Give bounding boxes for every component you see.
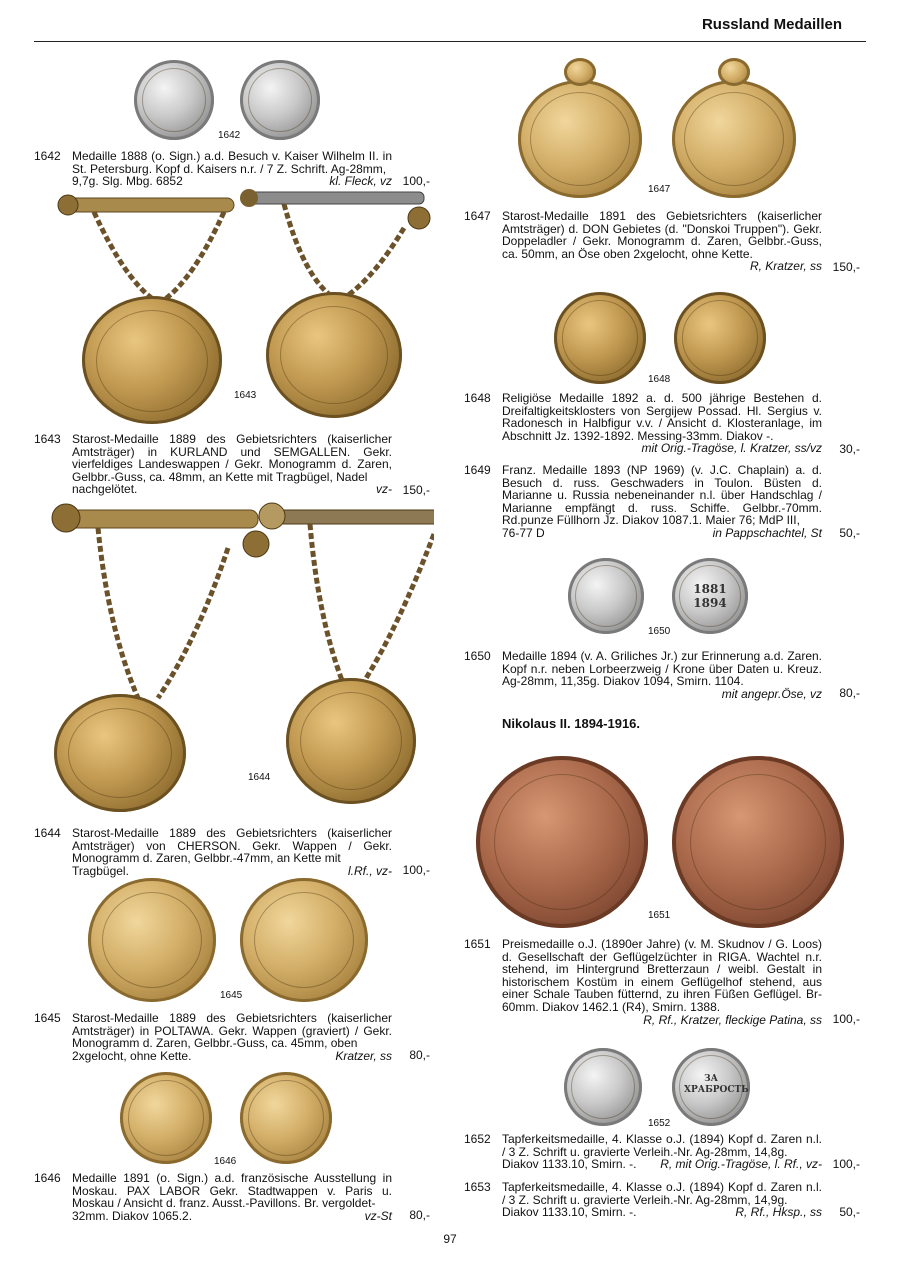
- figure-label-1646: 1646: [214, 1156, 237, 1167]
- figure-1648: [554, 280, 784, 386]
- lot-number: 1643: [34, 432, 61, 446]
- lot-grade: vz-St: [364, 1208, 392, 1223]
- lot-description-end: 76-77 D: [502, 525, 545, 540]
- figure-1644: [48, 498, 434, 818]
- coin-inscription-1650: 1881 1894: [693, 582, 727, 610]
- lot-price: 100,-: [832, 1157, 860, 1172]
- lot-price: 150,-: [402, 483, 430, 498]
- lot-description-end: 9,7g. Slg. Mbg. 6852: [72, 174, 183, 189]
- section-title: Nikolaus II. 1894-1916.: [502, 716, 641, 731]
- lot-number: 1648: [464, 391, 491, 405]
- lot-1644: [34, 827, 430, 877]
- lot-price: 80,-: [409, 1208, 430, 1223]
- figure-label-1651: 1651: [648, 910, 671, 921]
- lot-description: Tapferkeitsmedaille, 4. Klasse o.J. (1894) Kopf d. Zaren n.l. / 3 Z. Schrift u. gravierte Verleih.-Nr. Ag-28mm, 14,8g.: [502, 1132, 822, 1159]
- medal-reverse-1646: [240, 1072, 332, 1164]
- header-rule: [34, 41, 866, 42]
- page-number: 97: [443, 1232, 457, 1246]
- medal-obverse-1647: [518, 80, 642, 198]
- page-header-title: Russland Medaillen: [701, 16, 842, 33]
- lot-description: Starost-Medaille 1889 des Gebietsrichters (kaiserlicher Amtsträger) in KURLAND und SEMGALLEN. Gekr. vierfeldiges Landeswappen / Gekr. Monogramm d. Zaren, Gelbbr.-Guss, ca. 48mm, an Kette mit Tragbügel, Nadel: [72, 432, 392, 484]
- lot-grade: mit angepr.Öse, vz: [721, 686, 822, 701]
- lot-description: Medaille 1894 (v. A. Griliches Jr.) zur Erinnerung a.d. Zaren. Kopf n.r. neben Lorbeerzweig / Krone über Daten u. Kreuz. Ag-28mm, 11,35g. Diakov 1094, Smirn. 1104.: [502, 649, 822, 689]
- lot-1648: [464, 392, 860, 456]
- coin-inscription-1652: ЗА ХРАБРОСТЬ: [684, 1074, 749, 1095]
- lot-price: 80,-: [839, 686, 860, 701]
- lot-description: Starost-Medaille 1889 des Gebietsrichters (kaiserlicher Amtsträger) in POLTAWA. Gekr. Wappen (graviert) / Gekr. Monogramm d. Zaren, Gelbbr.-Guss, ca. 45mm, oben: [72, 1011, 392, 1051]
- medal-reverse-1648: [674, 292, 766, 384]
- figure-label-1650: 1650: [648, 626, 671, 637]
- medal-obverse-1650: [568, 558, 644, 634]
- figure-1650: [568, 546, 768, 640]
- lot-price: 80,-: [409, 1048, 430, 1063]
- lot-description-end: nachgelötet.: [72, 482, 138, 497]
- medal-reverse-1652: [672, 1048, 750, 1126]
- medal-loop-obverse: [564, 58, 596, 86]
- lot-description: Franz. Medaille 1893 (NP 1969) (v. J.C. Chaplain) a. d. Besuch d. russ. Geschwaders in Toulon. Büsten d. Marianne u. Russia nebeneinander n.l. über Handschlag / Marianne empfängt d. russ. Schiffe. Gelbbr.-70mm. Rd.punze Füllhorn Jz. Diakov 1087.1. Maier 76; MdP III,: [502, 463, 822, 528]
- lot-number: 1649: [464, 463, 491, 477]
- lot-description: Tapferkeitsmedaille, 4. Klasse o.J. (1894) Kopf d. Zaren n.l. / 3 Z. Schrift u. gravierte Verleih.-Nr. Ag-28mm, 14,9g.: [502, 1180, 822, 1207]
- lot-price: 50,-: [839, 1205, 860, 1220]
- lot-description-end: 32mm. Diakov 1065.2.: [72, 1208, 193, 1223]
- lot-1652: [464, 1133, 860, 1171]
- figure-1651: [476, 756, 860, 934]
- lot-1646: [34, 1172, 430, 1222]
- lot-1642: [34, 150, 430, 188]
- lot-1643: [34, 433, 430, 497]
- lot-number: 1651: [464, 937, 491, 951]
- figure-1643: [54, 188, 434, 428]
- figure-label-1643: 1643: [234, 390, 257, 401]
- medal-reverse-1644: [286, 678, 416, 804]
- lot-grade: in Pappschachtel, St: [712, 525, 822, 540]
- lot-description: Starost-Medaille 1889 des Gebietsrichters (kaiserlicher Amtsträger) von CHERSON. Gekr. Wappen / Gekr. Monogramm d. Zaren, Gelbbr.-47mm, an Kette mit: [72, 826, 392, 866]
- medal-obverse-1644: [54, 694, 186, 812]
- medal-reverse-1645: [240, 878, 368, 1002]
- figure-label-1648: 1648: [648, 374, 671, 385]
- lot-grade: kl. Fleck, vz: [329, 174, 392, 189]
- medal-obverse-1652: [564, 1048, 642, 1126]
- figure-label-1652: 1652: [648, 1118, 671, 1129]
- lot-1651: [464, 938, 860, 1026]
- lot-1649: [464, 464, 860, 540]
- lot-1650: [464, 650, 860, 700]
- lot-grade: R, Rf., Kratzer, fleckige Patina, ss: [643, 1012, 822, 1027]
- lot-grade: Kratzer, ss: [335, 1048, 392, 1063]
- lot-number: 1653: [464, 1180, 491, 1194]
- lot-number: 1646: [34, 1171, 61, 1185]
- lot-price: 100,-: [402, 863, 430, 878]
- lot-description-end: Tragbügel.: [72, 863, 129, 878]
- lot-price: 150,-: [832, 260, 860, 275]
- lot-description: Religiöse Medaille 1892 a. d. 500 jährige Bestehen d. Dreifaltigkeitsklosters von Sergijew Possad. Hl. Sergius v. Radonesch in Halbfigur v.v. / Ansicht d. Klosteranlage, im Abschnitt Jz. 1392-1892. Messing-33mm. Diakov -.: [502, 391, 822, 443]
- lot-price: 100,-: [832, 1012, 860, 1027]
- lot-grade: l.Rf., vz-: [348, 863, 392, 878]
- lot-description-end: Diakov 1133.10, Smirn. -.: [502, 1157, 637, 1172]
- medal-reverse-1650: [672, 558, 748, 634]
- medal-obverse-1646: [120, 1072, 212, 1164]
- figure-1647: [518, 58, 818, 204]
- lot-number: 1650: [464, 649, 491, 663]
- figure-1645: [88, 878, 388, 1006]
- lot-description: Starost-Medaille 1891 des Gebietsrichters (kaiserlicher Amtsträger) d. DON Gebietes (d. "Donskoi Truppen"). Gekr. Doppeladler / Gekr. Monogramm d. Zaren, Gelbbr.-Guss, ca. 50mm, an Öse oben 2xgelocht, ohne Kette.: [502, 209, 822, 261]
- lot-grade: vz-: [376, 482, 392, 497]
- lot-price: 30,-: [839, 442, 860, 457]
- figure-1646: [120, 1070, 380, 1170]
- figure-1652: [564, 1030, 764, 1132]
- lot-grade: mit Orig.-Tragöse, l. Kratzer, ss/vz: [641, 441, 822, 456]
- lot-grade: R, mit Orig.-Tragöse, l. Rf., vz-: [660, 1157, 822, 1172]
- lot-grade: R, Kratzer, ss: [749, 259, 822, 274]
- lot-description-end: Diakov 1133.10, Smirn. -.: [502, 1205, 637, 1220]
- lot-1645: [34, 1012, 430, 1062]
- lot-description: Preismedaille o.J. (1890er Jahre) (v. M. Skudnov / G. Loos) d. Gesellschaft der Geflügelzüchter in RIGA. Wachtel n.r. stehend, im Hintergrund Bretterzaun / weibl. Gestalt in historischem Kostüm in einem Geflügelhof stehend, aus einer Schale Tauben fütternd, zu ihren Füßen Geflügel. Br-60mm. Diakov 1462.1 (R4), Smirn. 1388.: [502, 937, 822, 1014]
- coin-obverse-1642: [134, 60, 214, 140]
- figure-label-1644: 1644: [248, 772, 271, 783]
- medal-obverse-1643: [82, 296, 222, 424]
- lot-description: Medaille 1891 (o. Sign.) a.d. französische Ausstellung in Moskau. PAX LABOR Gekr. Stadtwappen v. Paris u. Moskau / Ansicht d. franz. Ausst.-Pavillons. Br. vergoldet-: [72, 1171, 392, 1211]
- medal-reverse-1643: [266, 292, 402, 418]
- medal-loop-reverse: [718, 58, 750, 86]
- medal-obverse-1651: [476, 756, 648, 928]
- lot-price: 100,-: [402, 174, 430, 189]
- figure-label-1645: 1645: [220, 990, 243, 1001]
- lot-number: 1642: [34, 149, 61, 163]
- figure-label-1642: 1642: [218, 130, 241, 141]
- medal-reverse-1651: [672, 756, 844, 928]
- figure-label-1647: 1647: [648, 184, 671, 195]
- lot-1653: [464, 1181, 860, 1219]
- figure-1642: [134, 60, 334, 142]
- medal-obverse-1645: [88, 878, 216, 1002]
- lot-number: 1647: [464, 209, 491, 223]
- lot-number: 1652: [464, 1132, 491, 1146]
- lot-number: 1644: [34, 826, 61, 840]
- lot-number: 1645: [34, 1011, 61, 1025]
- lot-price: 50,-: [839, 526, 860, 541]
- lot-description-end: 2xgelocht, ohne Kette.: [72, 1048, 192, 1063]
- lot-grade: R, Rf., Hksp., ss: [735, 1205, 822, 1220]
- medal-reverse-1647: [672, 80, 796, 198]
- lot-1647: [464, 210, 860, 274]
- coin-reverse-1642: [240, 60, 320, 140]
- medal-obverse-1648: [554, 292, 646, 384]
- lot-description: Medaille 1888 (o. Sign.) a.d. Besuch v. Kaiser Wilhelm II. in St. Petersburg. Kopf d. Kaisers n.r. / 7 Z. Schrift. Ag-28mm,: [72, 149, 392, 176]
